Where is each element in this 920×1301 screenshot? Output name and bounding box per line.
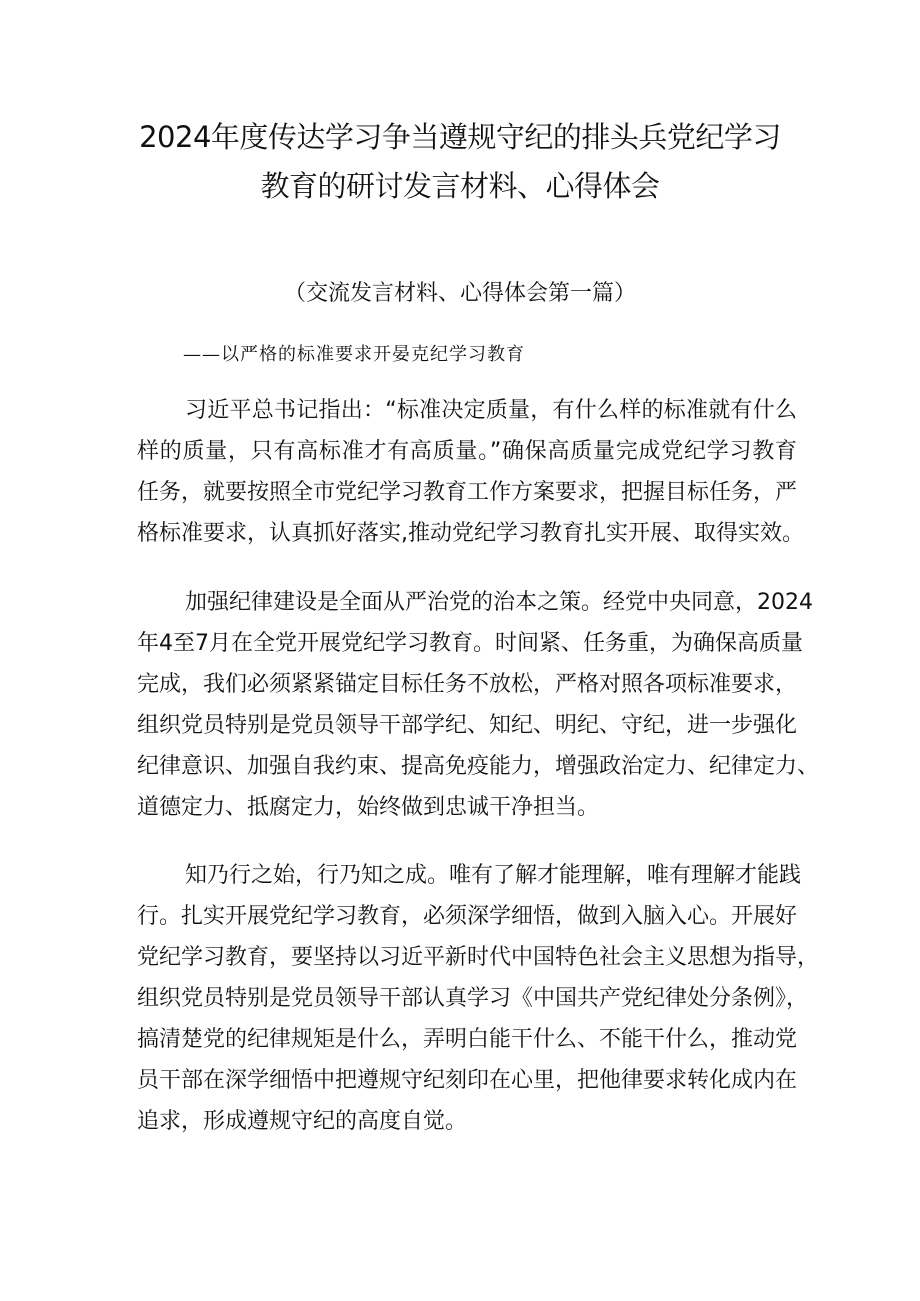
paragraph-line: 组织党员特别是党员领导干部认真学习《中国共产党纪律处分条例》， (137, 986, 809, 1011)
paragraph-line: 党纪学习教育，要坚持以习近平新时代中国特色社会主义思想为指导， (137, 945, 820, 970)
paragraph-line: 纪律意识、加强自我约束、提高免疫能力，增强政治定力、纪律定力、 (137, 754, 820, 779)
document-title-line-1: 2024年度传达学习争当遵规守纪的排头兵党纪学习 (139, 120, 781, 154)
paragraph-line: 习近平总书记指出：“标准决定质量，有什么样的标准就有什么 (185, 398, 797, 423)
paragraph-3 (137, 855, 820, 1142)
document-subtitle: （交流发言材料、心得体会第一篇） (283, 281, 636, 306)
paragraph-line: 年4至7月在全党开展党纪学习教育。时间紧、任务重，为确保高质量 (137, 631, 803, 656)
paragraph-line: 追求，形成遵规守纪的高度自觉。 (137, 1109, 468, 1134)
paragraph-line: 组织党员特别是党员领导干部学纪、知纪、明纪、守纪，进一步强化 (137, 713, 798, 738)
paragraph-line: 知乃行之始，行乃知之成。唯有了解才能理解，唯有理解才能践 (185, 863, 802, 888)
paragraph-line: 加强纪律建设是全面从严治党的治本之策。经党中央同意，2024 (185, 590, 813, 615)
paragraph-line: 行。扎实开展党纪学习教育，必须深学细悟，做到入脑入心。开展好 (137, 904, 798, 929)
paragraph-line: 任务，就要按照全市党纪学习教育工作方案要求，把握目标任务，严 (137, 480, 798, 505)
paragraph-line: 道德定力、抵腐定力，始终做到忠诚干净担当。 (137, 795, 600, 820)
paragraph-line: 搞清楚党的纪律规矩是什么，弄明白能干什么、不能干什么，推动党 (137, 1027, 798, 1052)
paragraph-line: 完成，我们必须紧紧锚定目标任务不放松，严格对照各项标准要求， (137, 672, 798, 697)
paragraph-1 (137, 390, 804, 554)
paragraph-line: 员干部在深学细悟中把遵规守纪刻印在心里，把他律要求转化成内在 (137, 1068, 798, 1093)
document-tagline: ——以严格的标准要求开晏克纪学习教育 (183, 344, 525, 365)
paragraph-line: 格标准要求，认真抓好落实,推动党纪学习教育扎实开展、取得实效。 (137, 521, 804, 546)
paragraph-2 (137, 582, 820, 828)
document-title-line-2: 教育的研讨发言材料、心得体会 (260, 169, 660, 203)
paragraph-line: 样的质量，只有高标准才有高质量。”确保高质量完成党纪学习教育 (137, 439, 797, 464)
